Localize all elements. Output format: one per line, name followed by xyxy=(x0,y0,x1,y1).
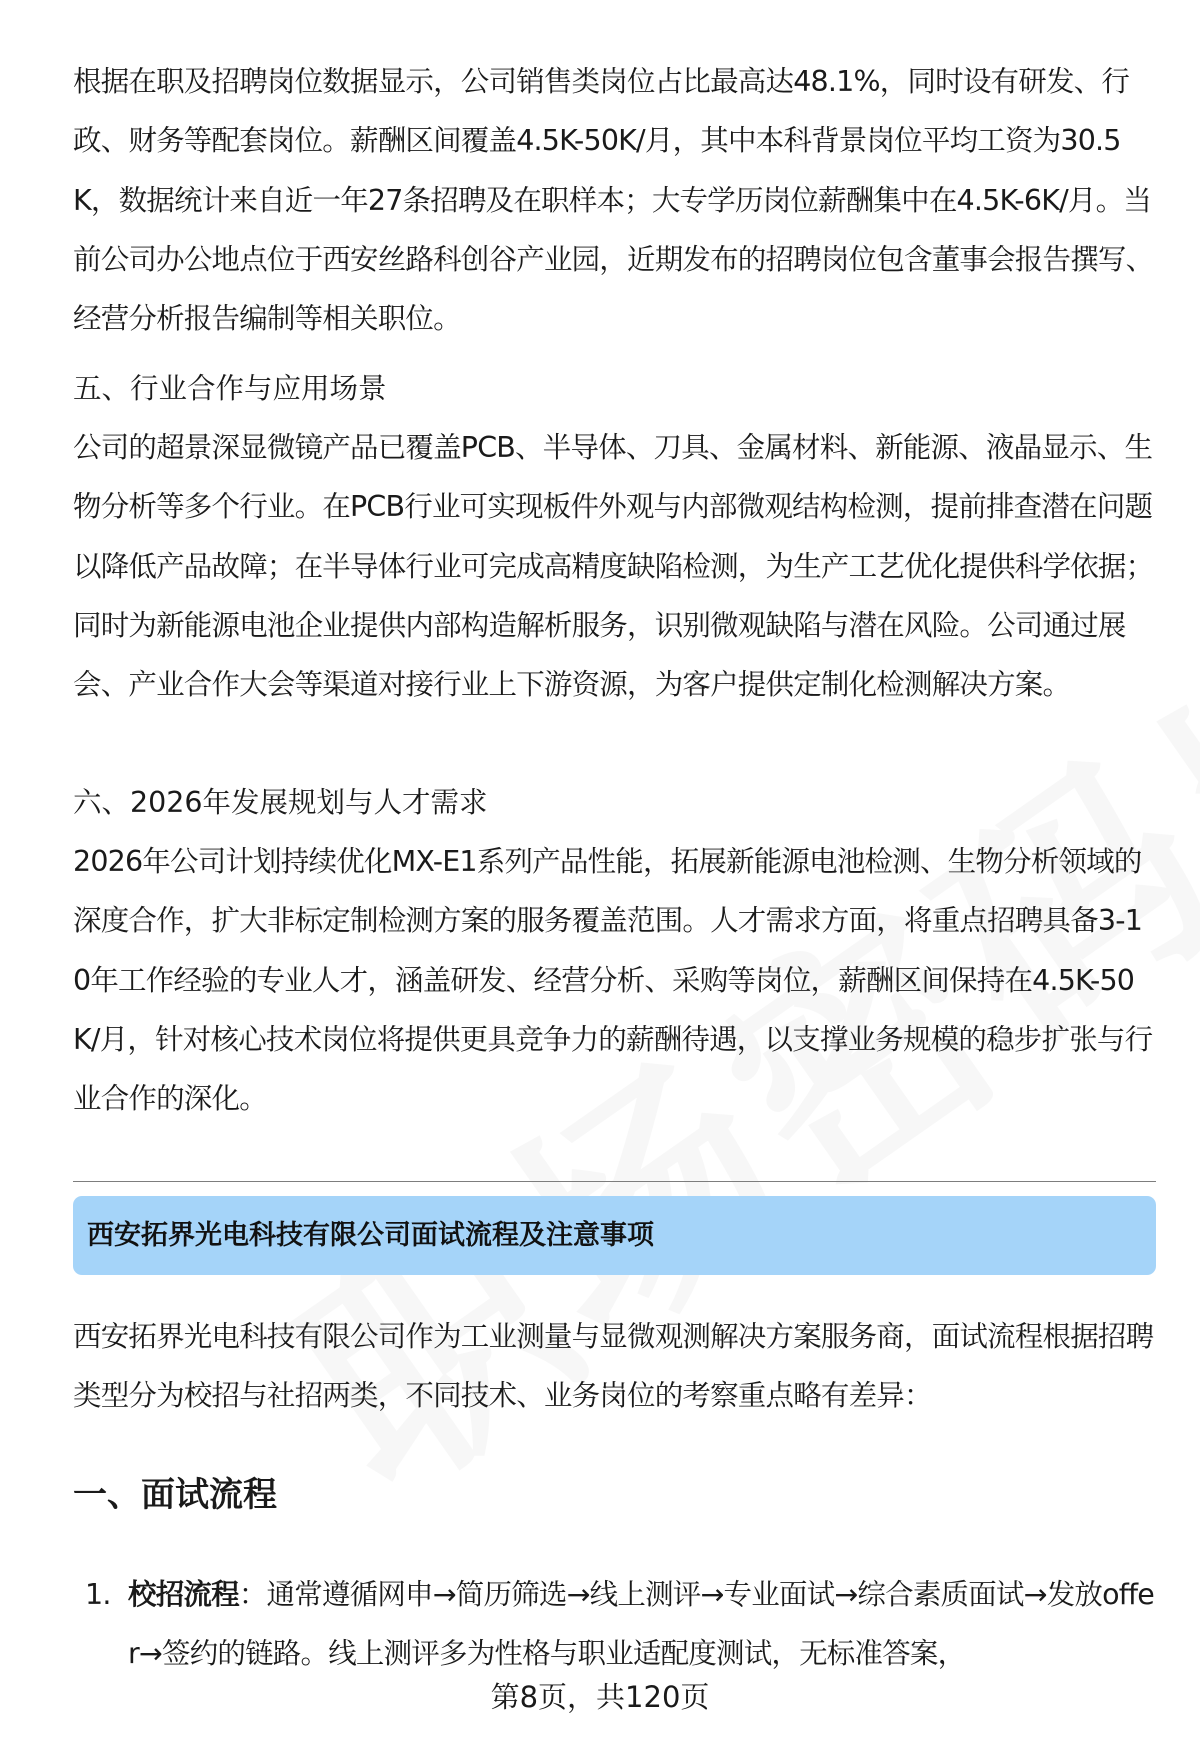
page-footer: 第8页，共120页 xyxy=(490,1680,710,1714)
list-item-text: ：通常遵循网申→简历筛选→线上测评→专业面试→综合素质面试→发放offer→签约的链路。线上测评多为性格与职业适配度测试，无标准答案， xyxy=(128,1578,1154,1670)
section-divider xyxy=(73,1181,1156,1182)
section-5-heading: 五、行业合作与应用场景 xyxy=(73,372,387,405)
banner-title: 西安拓界光电科技有限公司面试流程及注意事项 xyxy=(87,1220,654,1251)
section-6-heading: 六、2026年发展规划与人才需求 xyxy=(73,786,488,819)
section-6-body: 2026年公司计划持续优化MX-E1系列产品性能，拓展新能源电池检测、生物分析领域的深度合作，扩大非标定制检测方案的服务覆盖范围。人才需求方面，将重点招聘具备3-10年工作经验的专业人才，涵盖研发、经营分析、采购等岗位，薪酬区间保持在4.5K-50K/月，针对核心技术岗位将提供更具竞争力的薪酬待遇，以支撑业务规模的稳步扩张与行业合作的深化。 xyxy=(73,845,1153,1116)
list-item-body xyxy=(128,1565,1158,1683)
list-item-number: 1. xyxy=(85,1578,111,1611)
interview-intro: 西安拓界光电科技有限公司作为工业测量与显微观测解决方案服务商，面试流程根据招聘类型分为校招与社招两类，不同技术、业务岗位的考察重点略有差异： xyxy=(73,1320,1154,1413)
section-5-body: 公司的超景深显微镜产品已覆盖PCB、半导体、刀具、金属材料、新能源、液晶显示、生物分析等多个行业。在PCB行业可实现板件外观与内部微观结构检测，提前排查潜在问题以降低产品故障；在半导体行业可完成高精度缺陷检测，为生产工艺优化提供科学依据；同时为新能源电池企业提供内部构造解析服务，识别微观缺陷与潜在风险。公司通过展会、产业合作大会等渠道对接行业上下游资源，为客户提供定制化检测解决方案。 xyxy=(73,431,1154,702)
list-item-label: 校招流程 xyxy=(128,1578,239,1611)
title-banner xyxy=(73,1196,1156,1275)
intro-paragraph: 根据在职及招聘岗位数据显示，公司销售类岗位占比最高达48.1%，同时设有研发、行政、财务等配套岗位。薪酬区间覆盖4.5K-50K/月，其中本科背景岗位平均工资为30.5K，数据统计来自近一年27条招聘及在职样本；大专学历岗位薪酬集中在4.5K-6K/月。当前公司办公地点位于西安丝路科创谷产业园，近期发布的招聘岗位包含董事会报告撰写、经营分析报告编制等相关职位。 xyxy=(73,65,1154,336)
interview-flow-heading: 一、面试流程 xyxy=(73,1475,277,1515)
